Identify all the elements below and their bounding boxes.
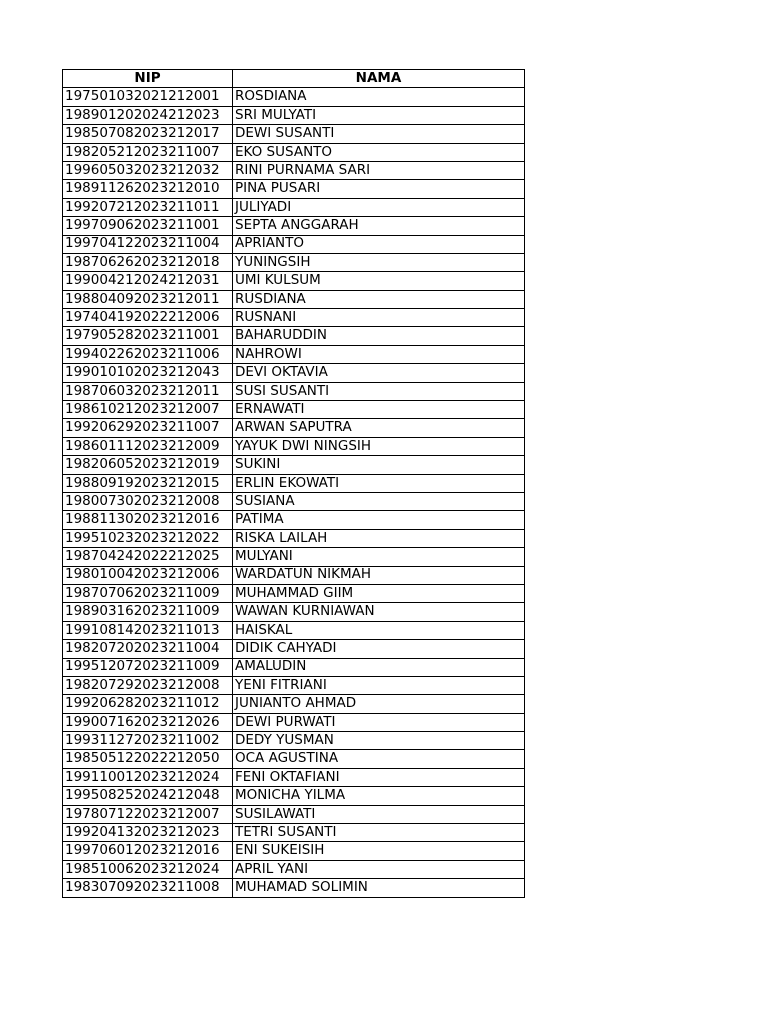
cell-nama: SUSIANA bbox=[233, 492, 525, 510]
table-row bbox=[63, 401, 525, 419]
table-row bbox=[63, 253, 525, 271]
table-row bbox=[63, 842, 525, 860]
cell-nama: MUHAMAD SOLIMIN bbox=[233, 879, 525, 897]
cell-nama: DEWI SUSANTI bbox=[233, 125, 525, 143]
table-row bbox=[63, 327, 525, 345]
table-row bbox=[63, 548, 525, 566]
cell-nip: 199311272023211002 bbox=[63, 732, 233, 750]
cell-nama: SEPTA ANGGARAH bbox=[233, 217, 525, 235]
table-row bbox=[63, 603, 525, 621]
cell-nama: OCA AGUSTINA bbox=[233, 750, 525, 768]
cell-nama: ERNAWATI bbox=[233, 401, 525, 419]
cell-nama: YENI FITRIANI bbox=[233, 676, 525, 694]
table-row bbox=[63, 713, 525, 731]
cell-nip: 198811302023212016 bbox=[63, 511, 233, 529]
cell-nama: MUHAMMAD GIIM bbox=[233, 584, 525, 602]
cell-nama: ERLIN EKOWATI bbox=[233, 474, 525, 492]
cell-nama: RINI PURNAMA SARI bbox=[233, 161, 525, 179]
cell-nip: 198207292023212008 bbox=[63, 676, 233, 694]
cell-nip: 198901202024212023 bbox=[63, 106, 233, 124]
table-header bbox=[63, 70, 525, 88]
cell-nama: DEWI PURWATI bbox=[233, 713, 525, 731]
cell-nip: 199108142023211013 bbox=[63, 621, 233, 639]
cell-nip: 199004212024212031 bbox=[63, 272, 233, 290]
table-body bbox=[63, 88, 525, 897]
cell-nip: 199007162023212026 bbox=[63, 713, 233, 731]
table-row bbox=[63, 198, 525, 216]
cell-nip: 197404192022212006 bbox=[63, 309, 233, 327]
cell-nama: APRIL YANI bbox=[233, 860, 525, 878]
cell-nip: 198707062023211009 bbox=[63, 584, 233, 602]
cell-nip: 199704122023211004 bbox=[63, 235, 233, 253]
cell-nip: 199207212023211011 bbox=[63, 198, 233, 216]
cell-nama: YAYUK DWI NINGSIH bbox=[233, 437, 525, 455]
table-row bbox=[63, 805, 525, 823]
header-row bbox=[63, 70, 525, 88]
cell-nama: MULYANI bbox=[233, 548, 525, 566]
cell-nip: 199512072023211009 bbox=[63, 658, 233, 676]
table-row bbox=[63, 180, 525, 198]
table-row bbox=[63, 345, 525, 363]
cell-nip: 197905282023211001 bbox=[63, 327, 233, 345]
cell-nama: YUNINGSIH bbox=[233, 253, 525, 271]
header-nama: NAMA bbox=[233, 70, 525, 88]
table-row bbox=[63, 492, 525, 510]
cell-nip: 198706262023212018 bbox=[63, 253, 233, 271]
cell-nip: 199010102023212043 bbox=[63, 364, 233, 382]
cell-nama: ROSDIANA bbox=[233, 88, 525, 106]
cell-nip: 199508252024212048 bbox=[63, 787, 233, 805]
cell-nip: 198010042023212006 bbox=[63, 566, 233, 584]
cell-nama: SUKINI bbox=[233, 456, 525, 474]
cell-nama: JUNIANTO AHMAD bbox=[233, 695, 525, 713]
table-row bbox=[63, 750, 525, 768]
table-row bbox=[63, 879, 525, 897]
cell-nip: 198809192023212015 bbox=[63, 474, 233, 492]
table-row bbox=[63, 143, 525, 161]
cell-nip: 199204132023212023 bbox=[63, 824, 233, 842]
cell-nip: 198505122022212050 bbox=[63, 750, 233, 768]
cell-nama: SRI MULYATI bbox=[233, 106, 525, 124]
table-row bbox=[63, 456, 525, 474]
cell-nama: NAHROWI bbox=[233, 345, 525, 363]
cell-nama: JULIYADI bbox=[233, 198, 525, 216]
cell-nip: 198903162023211009 bbox=[63, 603, 233, 621]
cell-nama: SUSI SUSANTI bbox=[233, 382, 525, 400]
employee-table bbox=[62, 69, 525, 898]
cell-nama: RUSDIANA bbox=[233, 290, 525, 308]
cell-nama: PATIMA bbox=[233, 511, 525, 529]
cell-nip: 198610212023212007 bbox=[63, 401, 233, 419]
table-row bbox=[63, 658, 525, 676]
cell-nama: BAHARUDDIN bbox=[233, 327, 525, 345]
cell-nama: RISKA LAILAH bbox=[233, 529, 525, 547]
table-row bbox=[63, 529, 525, 547]
cell-nip: 198206052023212019 bbox=[63, 456, 233, 474]
table-row bbox=[63, 290, 525, 308]
table-row bbox=[63, 272, 525, 290]
cell-nip: 199709062023211001 bbox=[63, 217, 233, 235]
cell-nip: 198307092023211008 bbox=[63, 879, 233, 897]
cell-nip: 199510232023212022 bbox=[63, 529, 233, 547]
table-row bbox=[63, 824, 525, 842]
table-row bbox=[63, 125, 525, 143]
cell-nip: 198601112023212009 bbox=[63, 437, 233, 455]
cell-nip: 198507082023212017 bbox=[63, 125, 233, 143]
table-row bbox=[63, 676, 525, 694]
cell-nama: ARWAN SAPUTRA bbox=[233, 419, 525, 437]
cell-nip: 198207202023211004 bbox=[63, 640, 233, 658]
cell-nip: 198205212023211007 bbox=[63, 143, 233, 161]
header-nip: NIP bbox=[63, 70, 233, 88]
cell-nip: 199206292023211007 bbox=[63, 419, 233, 437]
table-row bbox=[63, 511, 525, 529]
cell-nip: 198706032023212011 bbox=[63, 382, 233, 400]
table-row bbox=[63, 235, 525, 253]
cell-nama: AMALUDIN bbox=[233, 658, 525, 676]
table-row bbox=[63, 584, 525, 602]
cell-nama: APRIANTO bbox=[233, 235, 525, 253]
cell-nama: DEVI OKTAVIA bbox=[233, 364, 525, 382]
cell-nama: DIDIK CAHYADI bbox=[233, 640, 525, 658]
cell-nama: DEDY YUSMAN bbox=[233, 732, 525, 750]
table-row bbox=[63, 437, 525, 455]
table-row bbox=[63, 768, 525, 786]
table-row bbox=[63, 88, 525, 106]
table-row bbox=[63, 364, 525, 382]
cell-nama: TETRI SUSANTI bbox=[233, 824, 525, 842]
table-row bbox=[63, 474, 525, 492]
table-row bbox=[63, 695, 525, 713]
cell-nip: 199605032023212032 bbox=[63, 161, 233, 179]
cell-nip: 199206282023211012 bbox=[63, 695, 233, 713]
table-row bbox=[63, 566, 525, 584]
cell-nama: PINA PUSARI bbox=[233, 180, 525, 198]
cell-nip: 198510062023212024 bbox=[63, 860, 233, 878]
table-row bbox=[63, 382, 525, 400]
table-row bbox=[63, 161, 525, 179]
table-row bbox=[63, 787, 525, 805]
table-row bbox=[63, 860, 525, 878]
cell-nama: UMI KULSUM bbox=[233, 272, 525, 290]
cell-nip: 198911262023212010 bbox=[63, 180, 233, 198]
cell-nama: HAISKAL bbox=[233, 621, 525, 639]
cell-nama: SUSILAWATI bbox=[233, 805, 525, 823]
cell-nama: WARDATUN NIKMAH bbox=[233, 566, 525, 584]
table-row bbox=[63, 106, 525, 124]
table-row bbox=[63, 309, 525, 327]
cell-nama: FENI OKTAFIANI bbox=[233, 768, 525, 786]
cell-nip: 198704242022212025 bbox=[63, 548, 233, 566]
table-row bbox=[63, 621, 525, 639]
table-row bbox=[63, 419, 525, 437]
cell-nip: 197501032021212001 bbox=[63, 88, 233, 106]
cell-nama: MONICHA YILMA bbox=[233, 787, 525, 805]
table-row bbox=[63, 217, 525, 235]
cell-nama: WAWAN KURNIAWAN bbox=[233, 603, 525, 621]
cell-nip: 199110012023212024 bbox=[63, 768, 233, 786]
cell-nip: 199402262023211006 bbox=[63, 345, 233, 363]
cell-nip: 198007302023212008 bbox=[63, 492, 233, 510]
table-row bbox=[63, 640, 525, 658]
cell-nip: 199706012023212016 bbox=[63, 842, 233, 860]
cell-nama: ENI SUKEISIH bbox=[233, 842, 525, 860]
cell-nama: RUSNANI bbox=[233, 309, 525, 327]
cell-nama: EKO SUSANTO bbox=[233, 143, 525, 161]
cell-nip: 197807122023212007 bbox=[63, 805, 233, 823]
cell-nip: 198804092023212011 bbox=[63, 290, 233, 308]
table-row bbox=[63, 732, 525, 750]
